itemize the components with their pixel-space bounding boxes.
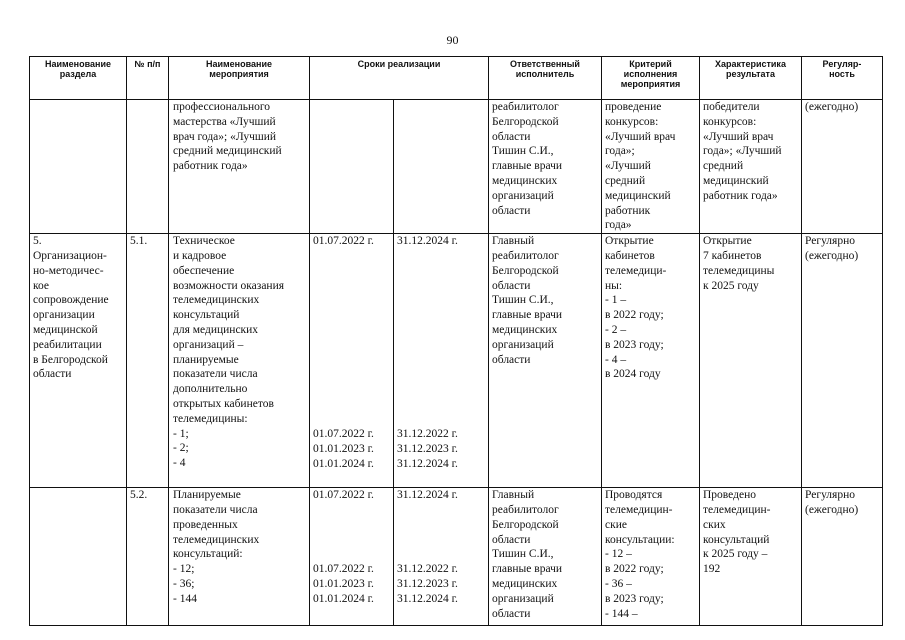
text-line: области [492, 130, 531, 143]
header-section [30, 57, 127, 100]
cell-section [30, 234, 127, 488]
text-line: ны: [605, 279, 623, 292]
text-line: консультаций [173, 309, 240, 322]
text-line: Планируемые [173, 489, 241, 502]
text-line: обеспечение [173, 264, 235, 277]
text-line: 5.2. [130, 489, 148, 502]
text-line: 01.01.2023 г. [313, 442, 374, 455]
page-number: 90 [446, 33, 459, 47]
text-line: Критерий [629, 59, 672, 69]
text-line: кое [33, 279, 49, 292]
text-line: Техническое [173, 235, 235, 248]
text-line: телемедици- [605, 264, 667, 277]
text-line: реабилитолог [492, 249, 559, 262]
cell-crit [602, 488, 700, 626]
cell-reg [802, 100, 883, 234]
text-line: Сроки реализации [357, 59, 441, 69]
text-line: медицинских [492, 577, 558, 590]
text-line: 31.12.2024 г. [397, 592, 458, 605]
text-line: телемедицин- [703, 503, 771, 516]
text-line: профессионального [173, 101, 271, 113]
text-line: реабилитолог [492, 101, 559, 113]
text-line: Открытие [703, 235, 752, 248]
text-line: медицинских [492, 174, 558, 187]
text-line: 31.12.2022 г. [397, 427, 458, 440]
text-line: области [492, 279, 531, 292]
table-row [30, 100, 883, 234]
text-line: года» [605, 219, 632, 232]
text-line: главные врачи [492, 160, 563, 173]
text-line: - 4 – [605, 353, 627, 366]
text-line: реабилитации [33, 338, 102, 351]
text-line: дополнительно [173, 383, 248, 396]
text-line: года»; [605, 145, 635, 158]
text-line: - 36; [173, 577, 195, 590]
text-line: области [492, 533, 531, 546]
text-line: - 12; [173, 563, 195, 576]
text-line: - 144 – [605, 607, 638, 620]
text-line: Белгородской [492, 264, 559, 277]
text-line: победители [703, 101, 760, 113]
text-line: мероприятия [620, 79, 681, 89]
text-line: Регуляр- [822, 59, 862, 69]
text-line: Характеристика [715, 59, 786, 69]
text-line: - 1 – [605, 294, 627, 307]
text-line: «Лучший врач [703, 130, 774, 143]
text-line: в 2022 году; [605, 563, 664, 576]
cell-num [127, 488, 169, 626]
text-line: ских [703, 518, 726, 531]
text-line: ность [829, 69, 855, 79]
text-line: - 4 [173, 457, 186, 470]
text-line: показатели числа [173, 368, 258, 381]
text-line: работник года» [173, 160, 248, 173]
text-line: телемедицины: [173, 412, 248, 425]
text-line: 31.12.2023 г. [397, 577, 458, 590]
header-row [30, 57, 883, 100]
header-terms [310, 57, 489, 100]
text-line: Белгородской [492, 518, 559, 531]
text-line: Белгородской [492, 115, 559, 128]
text-line: медицинский [605, 189, 671, 202]
cell-reg [802, 488, 883, 626]
text-line: организации [33, 309, 95, 322]
text-line: главные врачи [492, 309, 563, 322]
text-line: (ежегодно) [805, 503, 859, 516]
text-line: организаций [492, 338, 554, 351]
text-line: работник года» [703, 189, 778, 202]
text-line: показатели числа [173, 503, 258, 516]
header-event [169, 57, 310, 100]
text-line: Регулярно [805, 235, 855, 248]
text-line: проведение [605, 101, 662, 113]
text-line: исполнитель [515, 69, 575, 79]
text-line: мастерства «Лучший [173, 115, 276, 128]
text-line: 01.01.2023 г. [313, 577, 374, 590]
header-char [700, 57, 802, 100]
text-line: 5. [33, 235, 42, 248]
text-line: в 2023 году; [605, 338, 664, 351]
text-line: Проводятся [605, 489, 663, 502]
cell-resp [489, 488, 602, 626]
text-line: исполнения [623, 69, 678, 79]
text-line: результата [726, 69, 775, 79]
text-line: телемедицинских [173, 533, 260, 546]
text-line: телемедицин- [605, 503, 673, 516]
cell-start [310, 488, 394, 626]
text-line: 01.01.2024 г. [313, 457, 374, 470]
text-line: телемедицины [703, 264, 775, 277]
text-line: 7 кабинетов [703, 249, 762, 262]
text-line: Тишин С.И., [492, 548, 554, 561]
text-line: в 2023 году; [605, 592, 664, 605]
cell-num [127, 100, 169, 234]
text-line: средний [703, 160, 744, 173]
text-line: к 2025 году – [703, 548, 768, 561]
text-line: - 2 – [605, 323, 627, 336]
text-line: 01.01.2024 г. [313, 592, 374, 605]
text-line: средний [605, 174, 646, 187]
header-crit [602, 57, 700, 100]
text-line: Ответственный [510, 59, 580, 69]
text-line: работник [605, 204, 651, 217]
cell-char [700, 100, 802, 234]
text-line: Организацион- [33, 249, 107, 262]
text-line: - 1; [173, 427, 189, 440]
text-line: проведенных [173, 518, 238, 531]
text-line: Наименование [44, 59, 112, 69]
text-line: в Белгородской [33, 353, 108, 366]
text-line: Тишин С.И., [492, 294, 554, 307]
text-line: возможности оказания [173, 279, 285, 292]
cell-reg [802, 234, 883, 488]
header-reg [802, 57, 883, 100]
text-line: средний медицинский [173, 145, 282, 158]
text-line: организаций – [173, 338, 244, 351]
text-line: консультаций: [173, 548, 243, 561]
cell-section [30, 100, 127, 234]
text-line: консультации: [605, 533, 675, 546]
table-row [30, 488, 883, 626]
cell-crit [602, 100, 700, 234]
text-line: конкурсов: [605, 115, 659, 128]
text-line: врач года»; «Лучший [173, 130, 277, 143]
text-line: № п/п [134, 59, 161, 69]
text-line: консультаций [703, 533, 770, 546]
header-num [127, 57, 169, 100]
text-line: года»; «Лучший [703, 145, 782, 158]
cell-resp [489, 100, 602, 234]
text-line: главные врачи [492, 563, 563, 576]
text-line: открытых кабинетов [173, 397, 274, 410]
table-row [30, 234, 883, 488]
text-line: - 144 [173, 592, 197, 605]
text-line: планируемые [173, 353, 239, 366]
text-line: - 2; [173, 442, 189, 455]
text-line: для медицинских [173, 323, 259, 336]
header-resp [489, 57, 602, 100]
text-line: 31.12.2023 г. [397, 442, 458, 455]
text-line: телемедицинских [173, 294, 260, 307]
text-line: Регулярно [805, 489, 855, 502]
text-line: «Лучший врач [605, 130, 676, 143]
text-line: конкурсов: [703, 115, 757, 128]
text-line: раздела [59, 69, 97, 79]
text-line: 01.07.2022 г. [313, 562, 374, 575]
text-line: к 2025 году [703, 279, 759, 292]
cell-event [169, 488, 310, 626]
text-line: но-методичес- [33, 264, 104, 277]
cell-crit [602, 234, 700, 488]
cell-section [30, 488, 127, 626]
start-date-main: 01.07.2022 г. [313, 235, 374, 248]
text-line: мероприятия [209, 69, 269, 79]
cell-event [169, 100, 310, 234]
text-line: в 2024 году [605, 368, 661, 381]
text-line: области [492, 204, 531, 217]
cell-resp [489, 234, 602, 488]
text-line: Проведено [703, 489, 756, 502]
text-line: 01.07.2022 г. [313, 427, 374, 440]
text-line: ские [605, 518, 627, 531]
end-date-main: 31.12.2024 г. [397, 489, 458, 502]
text-line: медицинских [492, 323, 558, 336]
text-line: Открытие [605, 235, 654, 248]
cell-char [700, 488, 802, 626]
cell-start [310, 100, 394, 234]
text-line: Наименование [205, 59, 273, 69]
text-line: медицинской [33, 323, 98, 336]
text-line: - 12 – [605, 548, 632, 561]
text-line: организаций [492, 592, 554, 605]
text-line: в 2022 году; [605, 309, 664, 322]
text-line: 31.12.2024 г. [397, 457, 458, 470]
text-line: (ежегодно) [805, 101, 859, 113]
text-line: - 36 – [605, 577, 632, 590]
cell-end [394, 488, 489, 626]
text-line: кабинетов [605, 249, 655, 262]
cell-event [169, 234, 310, 488]
text-line: 31.12.2022 г. [397, 562, 458, 575]
text-line: реабилитолог [492, 503, 559, 516]
cell-num [127, 234, 169, 488]
text-line: организаций [492, 189, 554, 202]
text-line: «Лучший [605, 160, 651, 173]
text-line: Главный [492, 235, 535, 248]
text-line: области [33, 368, 72, 381]
cell-start [310, 234, 394, 488]
text-line: области [492, 353, 531, 366]
cell-end [394, 100, 489, 234]
text-line: 5.1. [130, 235, 148, 248]
text-line: медицинский [703, 174, 769, 187]
cell-char [700, 234, 802, 488]
text-line: сопровождение [33, 294, 109, 307]
text-line: Главный [492, 489, 535, 502]
text-line: (ежегодно) [805, 249, 859, 262]
cell-end [394, 234, 489, 488]
end-date-main: 31.12.2024 г. [397, 235, 458, 248]
activities-table [29, 56, 883, 626]
text-line: Тишин С.И., [492, 145, 554, 158]
text-line: области [492, 607, 531, 620]
text-line: и кадровое [173, 249, 227, 262]
text-line: 192 [703, 563, 721, 576]
start-date-main: 01.07.2022 г. [313, 489, 374, 502]
